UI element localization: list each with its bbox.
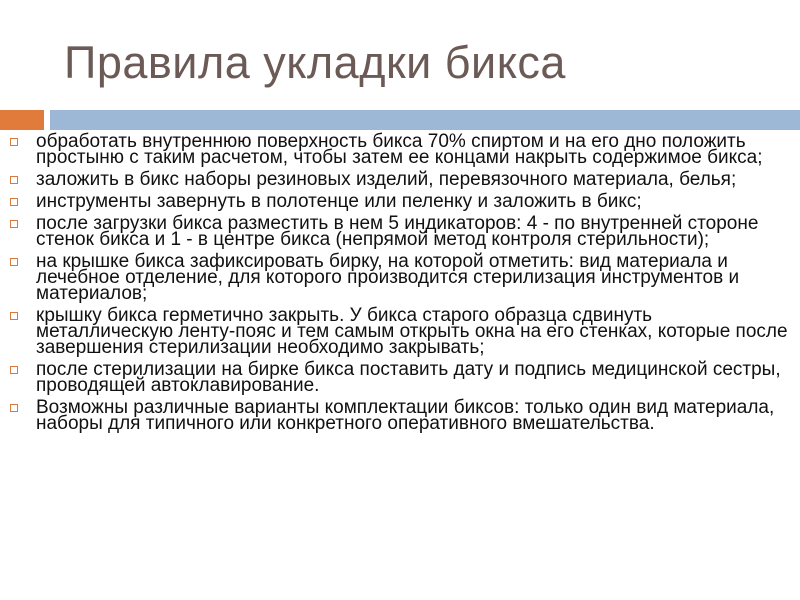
bullet-list (10, 131, 790, 438)
list-item-text: обработать внутреннюю поверхность бикса 70% спиртом и на его дно положить простыню с таким расчетом, чтобы затем ее концами накрыть содержимое бикса; (36, 131, 763, 168)
list-item (10, 213, 790, 250)
list-item-text: на крышке бикса зафиксировать бирку, на которой отметить: вид материала и лечебное отделение, для которого производится стерилизация инструментов и материалов; (36, 251, 740, 304)
list-item (10, 359, 790, 396)
square-outline-bullet-icon (10, 220, 18, 228)
accent-bar-blue (50, 110, 800, 130)
square-outline-bullet-icon (10, 176, 18, 184)
list-item (10, 251, 790, 304)
list-item-text: после стерилизации на бирке бикса поставить дату и подпись медицинской сестры, проводящей автоклавирование. (36, 359, 781, 396)
square-outline-bullet-icon (10, 404, 18, 412)
list-item-text: крышку бикса герметично закрыть. У бикса старого образца сдвинуть металлическую ленту-пояс и тем самым открыть окна на его стенках, которые после завершения стерилизации необходимо закрывать; (36, 305, 788, 358)
accent-bar-orange (0, 110, 44, 130)
list-item (10, 169, 790, 190)
square-outline-bullet-icon (10, 312, 18, 320)
square-outline-bullet-icon (10, 138, 18, 146)
slide-title: Правила укладки бикса (64, 37, 566, 88)
square-outline-bullet-icon (10, 258, 18, 266)
list-item (10, 305, 790, 358)
square-outline-bullet-icon (10, 366, 18, 374)
list-item-text: заложить в бикс наборы резиновых изделий, перевязочного материала, белья; (36, 169, 737, 190)
list-item (10, 191, 790, 212)
list-item-text: инструменты завернуть в полотенце или пеленку и заложить в бикс; (36, 191, 642, 212)
list-item-text: после загрузки бикса разместить в нем 5 индикаторов: 4 - по внутренней стороне стенок бикса и 1 - в центре бикса (непрямой метод контроля стерильности); (36, 213, 759, 250)
list-item (10, 397, 790, 434)
list-item-text: Возможны различные варианты комплектации биксов: только один вид материала, наборы для типичного или конкретного оперативного вмешательства. (36, 397, 775, 434)
square-outline-bullet-icon (10, 198, 18, 206)
list-item (10, 131, 790, 168)
